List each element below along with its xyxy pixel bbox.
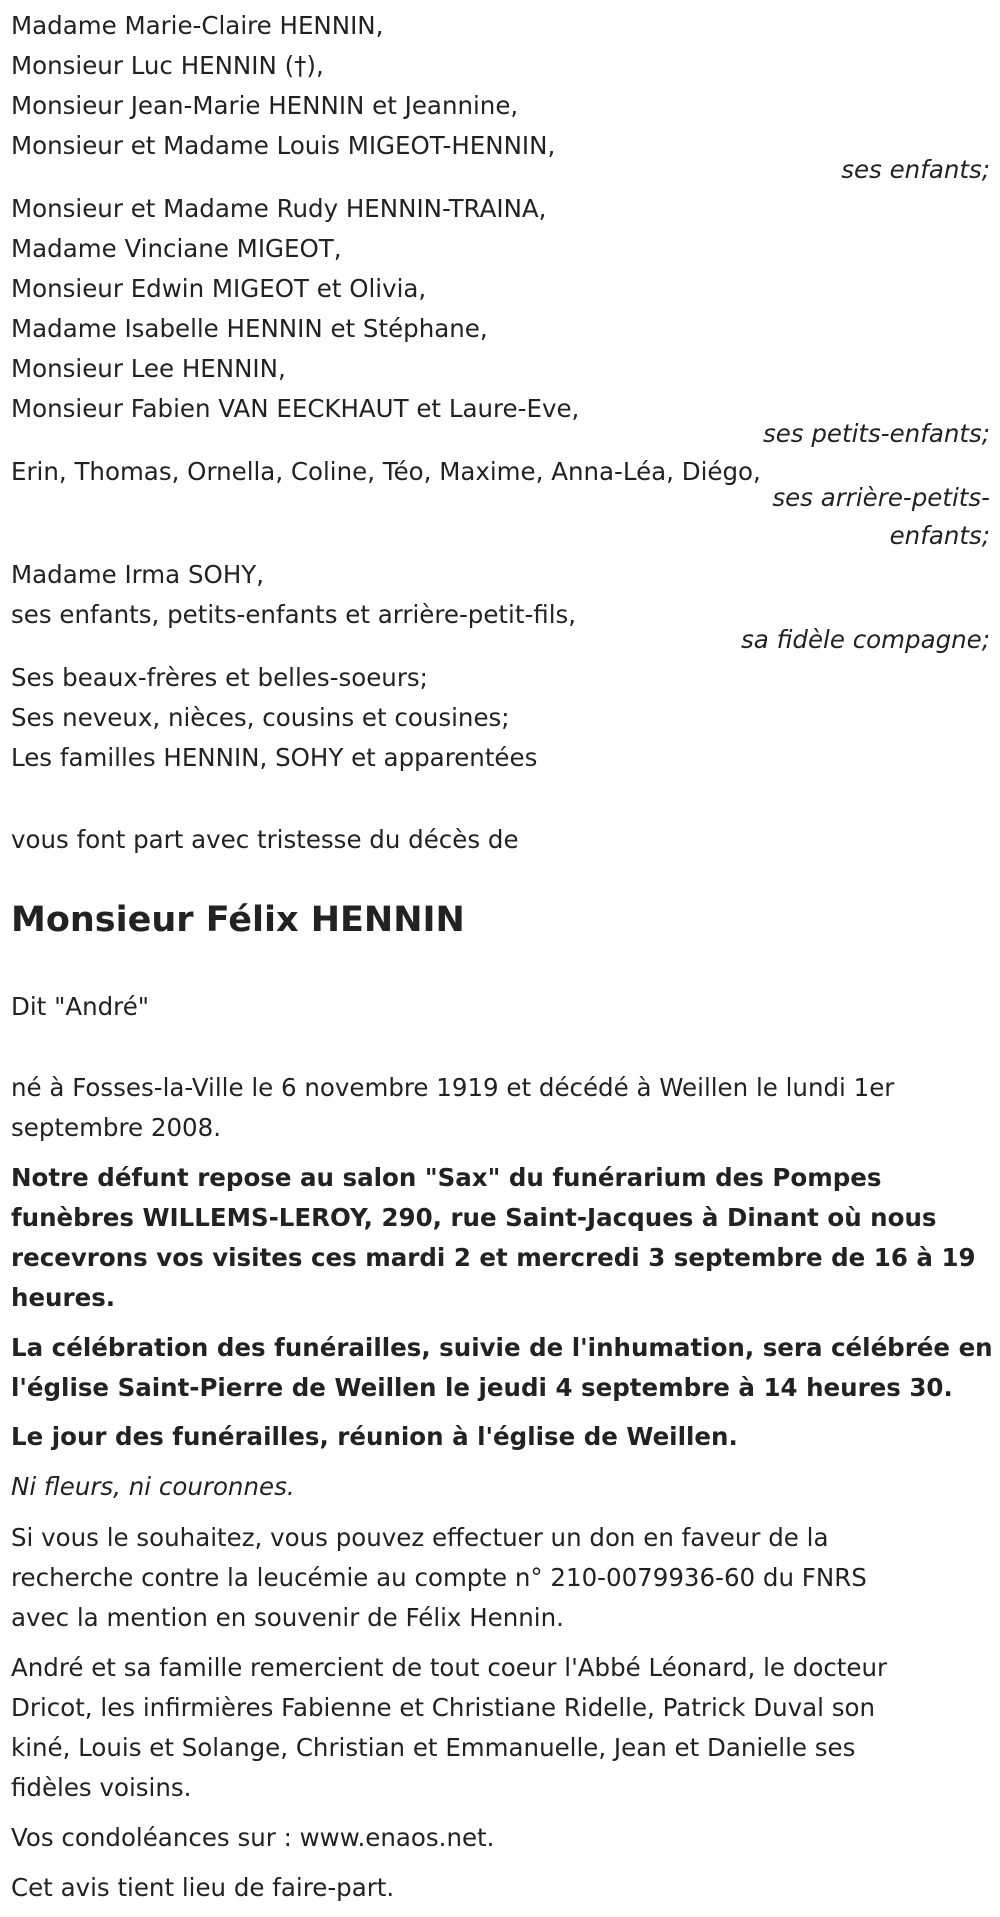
grandchildren-line: Monsieur Fabien VAN EECKHAUT et Laure-Eve, (11, 394, 580, 423)
grandchildren-line: Monsieur Lee HENNIN, (11, 354, 286, 383)
children-line: Monsieur Luc HENNIN (†), (11, 51, 324, 80)
donation-line: recherche contre la leucémie au compte n° 210-0079936-60 du FNRS (11, 1563, 867, 1592)
thanks-line: fidèles voisins. (11, 1773, 192, 1802)
children-line: Monsieur et Madame Louis MIGEOT-HENNIN, (11, 131, 556, 160)
nickname: Dit "André" (11, 992, 150, 1021)
companion-line: ses enfants, petits-enfants et arrière-petit-fils, (11, 600, 577, 629)
family-line: Ses neveux, nièces, cousins et cousines; (11, 703, 510, 732)
visitation-line: heures. (11, 1283, 116, 1312)
thanks-line: kiné, Louis et Solange, Christian et Emmanuelle, Jean et Danielle ses (11, 1733, 856, 1762)
ceremony-line: l'église Saint-Pierre de Weillen le jeudi 4 septembre à 14 heures 30. (11, 1373, 953, 1402)
companion-role: sa fidèle compagne; (741, 625, 990, 654)
children-role: ses enfants; (841, 155, 990, 184)
ceremony-line: La célébration des funérailles, suivie de l'inhumation, sera célébrée en (11, 1333, 993, 1362)
no-flowers-text: Ni fleurs, ni couronnes. (11, 1472, 295, 1501)
visitation-line: recevrons vos visites ces mardi 2 et mercredi 3 septembre de 16 à 19 (11, 1243, 976, 1272)
family-line: Ses beaux-frères et belles-soeurs; (11, 663, 428, 692)
family-line: Les familles HENNIN, SOHY et apparentées (11, 743, 538, 772)
donation-line: avec la mention en souvenir de Félix Hennin. (11, 1603, 564, 1632)
great-grandchildren-line: Erin, Thomas, Ornella, Coline, Téo, Maxime, Anna-Léa, Diégo, (11, 457, 761, 486)
closing-text: Cet avis tient lieu de faire-part. (11, 1873, 395, 1902)
meeting-text: Le jour des funérailles, réunion à l'église de Weillen. (11, 1422, 738, 1451)
thanks-line: Dricot, les infirmières Fabienne et Christiane Ridelle, Patrick Duval son (11, 1693, 876, 1722)
great-grandchildren-role: enfants; (889, 521, 990, 550)
grandchildren-line: Madame Vinciane MIGEOT, (11, 234, 342, 263)
condolences-text: Vos condoléances sur : www.enaos.net. (11, 1823, 495, 1852)
grandchildren-line: Madame Isabelle HENNIN et Stéphane, (11, 314, 488, 343)
birth-death-line: septembre 2008. (11, 1113, 222, 1142)
thanks-line: André et sa famille remercient de tout coeur l'Abbé Léonard, le docteur (11, 1653, 888, 1682)
deceased-name: Monsieur Félix HENNIN (11, 900, 465, 940)
visitation-line: Notre défunt repose au salon "Sax" du funérarium des Pompes (11, 1163, 882, 1192)
grandchildren-line: Monsieur et Madame Rudy HENNIN-TRAINA, (11, 194, 547, 223)
great-grandchildren-role: ses arrière-petits- (772, 483, 990, 512)
donation-line: Si vous le souhaitez, vous pouvez effectuer un don en faveur de la (11, 1523, 829, 1552)
announce-text: vous font part avec tristesse du décès de (11, 825, 519, 854)
children-line: Monsieur Jean-Marie HENNIN et Jeannine, (11, 91, 519, 120)
grandchildren-role: ses petits-enfants; (762, 419, 990, 448)
visitation-line: funèbres WILLEMS-LEROY, 290, rue Saint-Jacques à Dinant où nous (11, 1203, 937, 1232)
companion-line: Madame Irma SOHY, (11, 560, 264, 589)
children-line: Madame Marie-Claire HENNIN, (11, 11, 384, 40)
grandchildren-line: Monsieur Edwin MIGEOT et Olivia, (11, 274, 427, 303)
birth-death-line: né à Fosses-la-Ville le 6 novembre 1919 et décédé à Weillen le lundi 1er (11, 1073, 895, 1102)
